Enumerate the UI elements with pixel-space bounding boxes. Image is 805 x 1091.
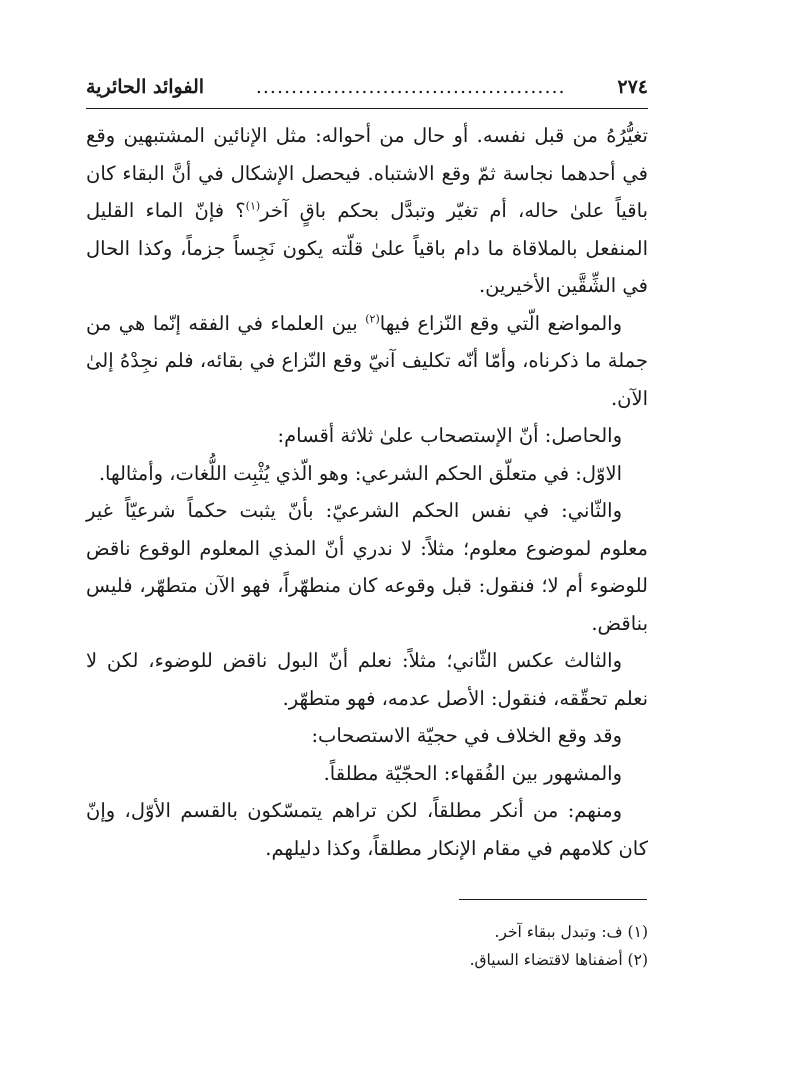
paragraph-text-after: ؟ فإنّ الماء القليل المنفعل بالملاقاة ما دام باقياً علىٰ قلّته يكون نَجِساً جزماً، وكذا الحال في الشِّقَّين الأخيرين. — [86, 199, 648, 297]
paragraph-text: الاوّل: في متعلّق الحكم الشرعي: وهو الّذي يُثْبِت اللُّغات، وأمثالها. — [98, 461, 622, 485]
paragraph-text: ومنهم: من أنكر مطلقاً، لكن تراهم يتمسّكون بالقسم الأوّل، وإنّ كان كلامهم في مقام الإنكار مطلقاً، وكذا دليلهم. — [86, 799, 648, 860]
paragraph — [86, 717, 648, 755]
paragraph — [86, 492, 648, 642]
paragraph-text-after: بين العلماء في الفقه إنّما هي من جملة ما ذكرناه، وأمّا أنّه تكليف آنيّ وقع النّزاع في بقائه، فلم نجِدْهُ إلىٰ الآن. — [86, 311, 648, 410]
paragraph — [86, 417, 648, 455]
leader-dots: ............................................ — [255, 76, 566, 98]
footnote-ref-2[interactable]: (٢) — [365, 312, 380, 325]
paragraph — [86, 117, 648, 305]
paragraph-text: والحاصل: أنّ الإستصحاب علىٰ ثلاثة أقسام: — [277, 424, 622, 447]
paragraph-text: تغيُّرُهُ من قبل نفسه. أو حال من أحواله: مثل الإنائين المشتبهين وقع في أحدهما نجاسة ثمّ وقع الاشتباه. فيحصل الإشكال في أنَّ البقاء كان باقياً علىٰ حاله، أم تغيّر وتبدَّل بحكم باقٍ آخر — [86, 124, 648, 222]
paragraph — [86, 455, 648, 493]
paragraph-text: والثالث عكس الثّاني؛ مثلاً: نعلم أنّ البول ناقض للوضوء، لكن لا نعلم تحقّقه، فنقول: الأصل عدمه، فهو متطهّر. — [86, 649, 648, 710]
paragraph-text: والمشهور بين الفُقهاء: الحجّيّة مطلقاً. — [323, 761, 622, 785]
footnote-1: (١) ف: وتبدل ببقاء آخر. — [494, 923, 648, 941]
paragraph — [86, 305, 648, 418]
paragraph — [86, 792, 648, 867]
paragraph-text: وقد وقع الخلاف في حجيّة الاستصحاب: — [311, 724, 622, 747]
page-number: ٢٧٤ — [617, 76, 648, 98]
footnote-2: (٢) أضفناها لاقتضاء السياق. — [469, 951, 648, 969]
footnote-rule — [459, 899, 647, 900]
paragraph — [86, 755, 648, 793]
paragraph-text: والثّاني: في نفس الحكم الشرعيّ: بأنّ يثبت حكماً شرعيّاً غير معلوم لموضوع معلوم؛ مثلاً: لا ندري أنّ المذي المعلوم الوقوع ناقض للوضوء أم لا؛ فنقول: قبل وقوعه كان منطهّراً، فهو الآن متطهّر، فليس بناقض. — [86, 499, 648, 635]
body-text — [86, 117, 648, 867]
paragraph — [86, 642, 648, 717]
running-header — [86, 70, 648, 104]
footnote-ref-1[interactable]: (١) — [245, 199, 261, 213]
footnotes — [86, 918, 648, 974]
page-content — [86, 70, 648, 867]
paragraph-text: والمواضع الّتي وقع النّزاع فيها — [379, 311, 623, 335]
header-rule — [86, 108, 648, 109]
book-title: الفوائد الحائرية — [86, 76, 205, 98]
